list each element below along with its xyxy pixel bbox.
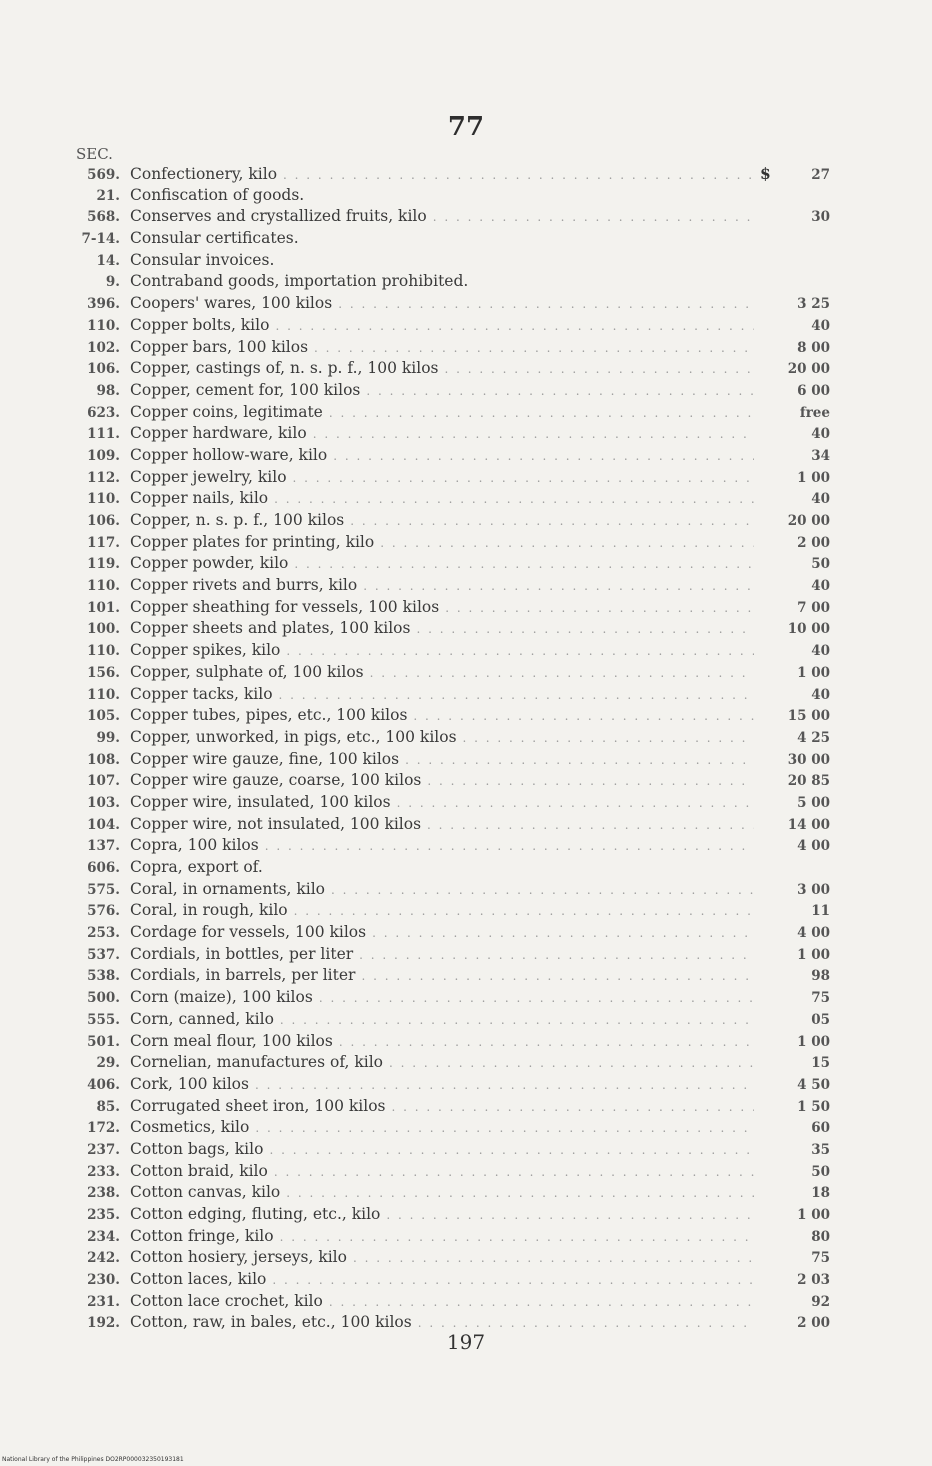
duty-rate: 30 00 xyxy=(787,751,830,768)
section-number: 192. xyxy=(87,1315,120,1332)
index-entry xyxy=(70,1247,830,1269)
dot-leader xyxy=(331,880,754,902)
index-entry xyxy=(70,640,830,662)
entry-label: Cornelian, manufactures of, kilo xyxy=(130,1053,383,1072)
section-number: 85. xyxy=(96,1098,120,1115)
section-number: 112. xyxy=(87,469,120,486)
duty-rate: 40 xyxy=(811,491,830,508)
index-entry xyxy=(70,358,830,380)
section-number: 102. xyxy=(87,339,120,356)
dot-leader xyxy=(392,1097,755,1119)
dot-leader xyxy=(363,576,754,598)
duty-rate: 3 25 xyxy=(797,296,830,313)
index-entry xyxy=(70,532,830,554)
entry-label: Cotton fringe, kilo xyxy=(130,1226,274,1245)
section-number: 230. xyxy=(87,1272,120,1289)
dot-leader xyxy=(445,598,754,620)
section-number: 576. xyxy=(87,903,120,920)
index-entry xyxy=(70,662,830,684)
section-number: 538. xyxy=(87,968,120,985)
duty-rate: 2 00 xyxy=(797,534,830,551)
duty-rate: 14 00 xyxy=(787,816,830,833)
entry-label: Corrugated sheet iron, 100 kilos xyxy=(130,1096,386,1115)
entry-label: Confiscation of goods. xyxy=(130,185,305,204)
section-number: 110. xyxy=(87,686,120,703)
duty-rate: 8 00 xyxy=(797,339,830,356)
section-number: 106. xyxy=(87,361,120,378)
dot-leader xyxy=(333,446,754,468)
entry-label: Copper jewelry, kilo xyxy=(130,467,287,486)
entry-label: Cotton, raw, in bales, etc., 100 kilos xyxy=(130,1313,412,1332)
duty-rate: 10 00 xyxy=(787,621,830,638)
index-entry xyxy=(70,900,830,922)
entry-label: Copper rivets and burrs, kilo xyxy=(130,576,358,595)
section-number: 235. xyxy=(87,1207,120,1223)
section-number: 111. xyxy=(87,426,120,443)
index-entry xyxy=(70,1096,830,1118)
index-entry xyxy=(70,684,830,706)
duty-rate: 18 xyxy=(811,1185,830,1202)
dot-leader xyxy=(427,771,754,793)
duty-rate: 92 xyxy=(811,1293,830,1310)
section-number: 103. xyxy=(87,794,120,811)
index-entry xyxy=(70,228,830,250)
duty-rate: 20 00 xyxy=(787,361,830,378)
index-entry xyxy=(70,337,830,359)
duty-rate: 5 00 xyxy=(797,794,830,811)
duty-rate: 40 xyxy=(811,686,830,703)
entry-label: Copra, 100 kilos xyxy=(130,836,259,855)
entry-label: Cork, 100 kilos xyxy=(130,1074,249,1093)
entry-label: Consular invoices. xyxy=(130,250,275,269)
duty-rate: 7 00 xyxy=(797,599,830,616)
section-number: 137. xyxy=(87,838,120,855)
duty-rate: 50 xyxy=(811,556,830,573)
dot-leader xyxy=(359,945,754,967)
section-number: 253. xyxy=(87,925,120,942)
dot-leader xyxy=(329,1292,754,1314)
section-number: 108. xyxy=(87,751,120,768)
dot-leader xyxy=(444,359,754,381)
section-number: 623. xyxy=(87,404,120,421)
duty-rate: 6 00 xyxy=(797,382,830,399)
entry-label: Copper, castings of, n. s. p. f., 100 kilos xyxy=(130,359,439,378)
dot-leader xyxy=(361,966,754,988)
duty-rate: 20 85 xyxy=(787,773,830,790)
dot-leader xyxy=(279,685,754,707)
section-number: 231. xyxy=(87,1293,120,1310)
duty-rate: 40 xyxy=(811,643,830,660)
dot-leader xyxy=(427,815,754,837)
entry-label: Copper, sulphate of, 100 kilos xyxy=(130,662,364,681)
index-entry xyxy=(70,987,830,1009)
section-number: 396. xyxy=(87,296,120,313)
entry-label: Copper bars, 100 kilos xyxy=(130,337,309,356)
entry-label: Copper nails, kilo xyxy=(130,489,269,508)
dot-leader xyxy=(283,165,754,187)
section-number: 109. xyxy=(87,447,120,464)
duty-rate: 50 xyxy=(811,1163,830,1180)
index-entry xyxy=(70,293,830,315)
index-entry xyxy=(70,814,830,836)
entry-label: Copper, unworked, in pigs, etc., 100 kilos xyxy=(130,727,457,746)
duty-rate: 4 00 xyxy=(797,838,830,855)
section-number: 569. xyxy=(87,167,120,183)
entry-label: Copper spikes, kilo xyxy=(130,641,281,660)
entry-label: Conserves and crystallized fruits, kilo xyxy=(130,207,427,226)
index-entry xyxy=(70,402,830,424)
library-credit: National Library of the Philippines DO2RP000032350193181 xyxy=(2,1456,184,1463)
section-number: 119. xyxy=(87,556,120,573)
entry-label: Copper tacks, kilo xyxy=(130,684,273,703)
entry-label: Contraband goods, importation prohibited. xyxy=(130,272,469,291)
entry-label: Copper wire, not insulated, 100 kilos xyxy=(130,814,422,833)
dot-leader xyxy=(372,923,754,945)
dot-leader xyxy=(255,1075,754,1097)
duty-rate: 40 xyxy=(811,317,830,334)
section-number: 606. xyxy=(87,860,120,876)
entry-label: Copper sheathing for vessels, 100 kilos xyxy=(130,597,440,616)
index-entry xyxy=(70,705,830,727)
entry-label: Copper hollow-ware, kilo xyxy=(130,445,328,464)
section-number: 117. xyxy=(87,534,120,551)
dot-leader xyxy=(366,381,754,403)
index-entry xyxy=(70,1139,830,1161)
section-number: 7-14. xyxy=(81,231,120,248)
entry-label: Cosmetics, kilo xyxy=(130,1118,250,1137)
index-entry xyxy=(70,271,830,293)
dot-leader xyxy=(274,489,754,511)
dot-leader xyxy=(339,1032,754,1054)
dot-leader xyxy=(293,468,754,490)
index-entry xyxy=(70,770,830,792)
dot-leader xyxy=(463,728,754,750)
index-entry xyxy=(70,597,830,619)
dot-leader xyxy=(319,988,754,1010)
index-entry xyxy=(70,467,830,489)
section-number: 99. xyxy=(96,729,120,746)
entry-label: Copper bolts, kilo xyxy=(130,315,270,334)
duty-rate: 2 03 xyxy=(797,1272,830,1289)
section-number: 242. xyxy=(87,1250,120,1267)
dot-leader xyxy=(405,750,754,772)
duty-rate: 98 xyxy=(811,968,830,985)
index-entry xyxy=(70,944,830,966)
dot-leader xyxy=(280,1227,754,1249)
duty-rate: 40 xyxy=(811,426,830,443)
duty-rate: 3 00 xyxy=(797,881,830,898)
entry-label: Copper wire gauze, fine, 100 kilos xyxy=(130,749,400,768)
entry-label: Copper, cement for, 100 kilos xyxy=(130,380,361,399)
entry-label: Copper hardware, kilo xyxy=(130,424,307,443)
section-number: 234. xyxy=(87,1228,120,1245)
dot-leader xyxy=(350,511,754,533)
index-entry xyxy=(70,835,830,857)
section-number: 100. xyxy=(87,621,120,638)
entry-label: Confectionery, kilo xyxy=(130,165,278,183)
index-entry xyxy=(70,553,830,575)
section-number: 575. xyxy=(87,881,120,898)
entry-label: Cotton lace crochet, kilo xyxy=(130,1291,323,1310)
duty-rate: 20 00 xyxy=(787,513,830,529)
section-number: 110. xyxy=(87,643,120,660)
section-number: 237. xyxy=(87,1141,120,1158)
index-entry xyxy=(70,792,830,814)
index-entry xyxy=(70,488,830,510)
dot-leader xyxy=(329,403,754,425)
dot-leader xyxy=(275,316,754,338)
dot-leader xyxy=(413,706,754,728)
index-entry xyxy=(70,1269,830,1291)
entry-label: Consular certificates. xyxy=(130,229,299,248)
section-number: 555. xyxy=(87,1011,120,1028)
index-entry xyxy=(70,1226,830,1248)
duty-rate: 60 xyxy=(811,1120,830,1137)
entry-label: Cotton bags, kilo xyxy=(130,1139,264,1158)
dot-leader xyxy=(280,1010,754,1032)
entry-label: Cordage for vessels, 100 kilos xyxy=(130,923,367,942)
duty-rate: 27 xyxy=(811,167,830,183)
section-number: 14. xyxy=(96,252,120,269)
section-number: 156. xyxy=(87,664,120,681)
dot-leader xyxy=(286,1183,754,1205)
dot-leader xyxy=(265,836,754,858)
section-number: 500. xyxy=(87,990,120,1007)
entry-label: Corn meal flour, 100 kilos xyxy=(130,1031,333,1050)
dot-leader xyxy=(338,294,754,316)
entry-label: Cotton canvas, kilo xyxy=(130,1183,281,1202)
section-number: 110. xyxy=(87,317,120,334)
entry-label: Copper wire gauze, coarse, 100 kilos xyxy=(130,771,422,790)
duty-rate: 15 00 xyxy=(787,708,830,725)
section-number: 233. xyxy=(87,1163,120,1180)
index-entry xyxy=(70,1052,830,1074)
index-entry xyxy=(70,618,830,640)
dot-leader xyxy=(272,1270,754,1292)
index-entry xyxy=(70,445,830,467)
entry-label: Copper powder, kilo xyxy=(130,554,289,573)
tariff-index-list xyxy=(70,163,830,1334)
duty-rate: 1 00 xyxy=(797,1033,830,1050)
section-column-header: SEC. xyxy=(76,145,113,163)
entry-label: Cotton laces, kilo xyxy=(130,1270,267,1289)
duty-rate: 11 xyxy=(811,903,830,920)
index-entry xyxy=(70,857,830,879)
index-entry xyxy=(70,1204,830,1226)
duty-rate: 40 xyxy=(811,578,830,595)
duty-rate: 1 50 xyxy=(797,1098,830,1115)
currency-symbol: $ xyxy=(760,164,771,183)
duty-rate: 34 xyxy=(811,447,830,464)
dot-leader xyxy=(294,901,754,923)
dot-leader xyxy=(416,619,754,641)
entry-label: Corn (maize), 100 kilos xyxy=(130,988,313,1007)
section-number: 29. xyxy=(96,1055,120,1072)
dot-leader xyxy=(370,663,754,685)
index-entry xyxy=(70,423,830,445)
duty-rate: 05 xyxy=(811,1011,830,1028)
dot-leader xyxy=(397,793,754,815)
section-number: 21. xyxy=(96,187,120,204)
page-number: 77 xyxy=(447,112,485,142)
dot-leader xyxy=(386,1205,754,1227)
index-entry xyxy=(70,163,830,185)
index-entry xyxy=(70,1031,830,1053)
section-number: 406. xyxy=(87,1076,120,1093)
entry-label: Cotton edging, fluting, etc., kilo xyxy=(130,1205,381,1223)
section-number: 9. xyxy=(105,274,120,291)
index-entry xyxy=(70,315,830,337)
index-entry xyxy=(70,1291,830,1313)
duty-rate: 75 xyxy=(811,1250,830,1267)
duty-rate: 75 xyxy=(811,990,830,1007)
duty-rate: 35 xyxy=(811,1141,830,1158)
entry-label: Coral, in rough, kilo xyxy=(130,901,288,920)
dot-leader xyxy=(314,338,754,360)
index-entry xyxy=(70,380,830,402)
index-entry xyxy=(70,250,830,272)
index-entry xyxy=(70,922,830,944)
dot-leader xyxy=(269,1140,754,1162)
duty-rate: 4 00 xyxy=(797,925,830,942)
index-entry xyxy=(70,727,830,749)
index-entry xyxy=(70,879,830,901)
duty-rate: free xyxy=(799,404,830,421)
dot-leader xyxy=(286,641,754,663)
index-entry xyxy=(70,749,830,771)
index-entry xyxy=(70,575,830,597)
dot-leader xyxy=(274,1162,754,1184)
index-entry xyxy=(70,1182,830,1204)
section-number: 101. xyxy=(87,599,120,616)
index-entry xyxy=(70,510,830,532)
index-entry xyxy=(70,185,830,207)
dot-leader xyxy=(313,424,754,446)
section-number: 104. xyxy=(87,816,120,833)
index-entry xyxy=(70,1074,830,1096)
entry-label: Copper wire, insulated, 100 kilos xyxy=(130,792,391,811)
duty-rate: 4 50 xyxy=(797,1076,830,1093)
duty-rate: 1 00 xyxy=(797,946,830,963)
duty-rate: 15 xyxy=(811,1055,830,1072)
duty-rate: 1 00 xyxy=(797,469,830,486)
entry-label: Copra, export of. xyxy=(130,858,263,876)
section-number: 110. xyxy=(87,578,120,595)
duty-rate: 30 xyxy=(811,209,830,226)
dot-leader xyxy=(433,207,754,229)
footer-page-number: 197 xyxy=(446,1330,486,1354)
section-number: 98. xyxy=(96,382,120,399)
index-entry xyxy=(70,965,830,987)
entry-label: Cotton hosiery, jerseys, kilo xyxy=(130,1248,347,1267)
dot-leader xyxy=(389,1053,754,1075)
entry-label: Coopers' wares, 100 kilos xyxy=(130,294,333,313)
duty-rate: 4 25 xyxy=(797,729,830,746)
index-entry xyxy=(70,206,830,228)
entry-label: Coral, in ornaments, kilo xyxy=(130,879,326,898)
entry-label: Copper tubes, pipes, etc., 100 kilos xyxy=(130,706,408,725)
duty-rate: 1 00 xyxy=(797,1207,830,1223)
entry-label: Corn, canned, kilo xyxy=(130,1009,274,1028)
index-entry xyxy=(70,1009,830,1031)
section-number: 501. xyxy=(87,1033,120,1050)
entry-label: Cordials, in barrels, per liter xyxy=(130,966,356,985)
section-number: 537. xyxy=(87,946,120,963)
dot-leader xyxy=(255,1118,754,1140)
entry-label: Cordials, in bottles, per liter xyxy=(130,944,354,963)
section-number: 172. xyxy=(87,1120,120,1137)
section-number: 105. xyxy=(87,708,120,725)
entry-label: Copper plates for printing, kilo xyxy=(130,532,375,551)
section-number: 106. xyxy=(87,513,120,529)
entry-label: Copper sheets and plates, 100 kilos xyxy=(130,619,411,638)
duty-rate: 80 xyxy=(811,1228,830,1245)
duty-rate: 2 00 xyxy=(797,1315,830,1332)
index-entry xyxy=(70,1161,830,1183)
dot-leader xyxy=(294,554,754,576)
entry-label: Cotton braid, kilo xyxy=(130,1161,268,1180)
entry-label: Copper, n. s. p. f., 100 kilos xyxy=(130,511,345,529)
index-entry xyxy=(70,1117,830,1139)
dot-leader xyxy=(380,533,754,555)
section-number: 107. xyxy=(87,773,120,790)
duty-rate: 1 00 xyxy=(797,664,830,681)
dot-leader xyxy=(353,1248,754,1270)
entry-label: Copper coins, legitimate xyxy=(130,402,323,421)
section-number: 568. xyxy=(87,209,120,226)
section-number: 238. xyxy=(87,1185,120,1202)
section-number: 110. xyxy=(87,491,120,508)
